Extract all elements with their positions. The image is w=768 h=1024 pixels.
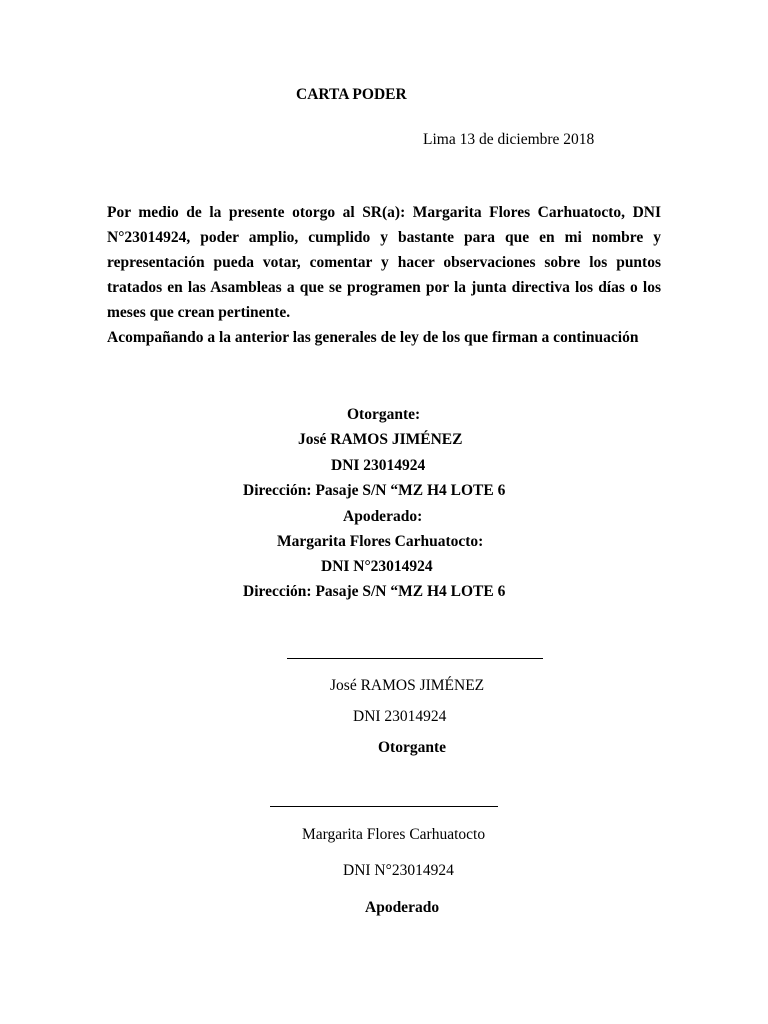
otorgante-signature-dni: DNI 23014924 (353, 708, 447, 725)
apoderado-signature-line (270, 806, 498, 807)
apoderado-label: Apoderado: (343, 508, 423, 525)
document-title: CARTA PODER (296, 86, 407, 103)
body-text (107, 200, 661, 350)
body-paragraph-1: Por medio de la presente otorgo al SR(a): Margarita Flores Carhuatocto, DNI N°23014924, poder amplio, cumplido y bastante para que en mi nombre y representación pueda votar, comentar y hacer observaciones sobre los puntos tratados en las Asambleas a que se programen por la junta directiva los días o los meses que crean pertinente. (107, 204, 661, 321)
body-paragraph-2: Acompañando a la anterior las generales de ley de los que firman a continuación (107, 329, 639, 346)
apoderado-address: Dirección: Pasaje S/N “MZ H4 LOTE 6 (243, 583, 506, 600)
otorgante-signature-name: José RAMOS JIMÉNEZ (330, 677, 485, 694)
date-line: Lima 13 de diciembre 2018 (423, 131, 595, 148)
otorgante-signature-role: Otorgante (378, 739, 447, 756)
otorgante-signature-line (287, 658, 543, 659)
apoderado-name: Margarita Flores Carhuatocto: (277, 533, 484, 550)
otorgante-address: Dirección: Pasaje S/N “MZ H4 LOTE 6 (243, 482, 506, 499)
apoderado-signature-role: Apoderado (365, 899, 440, 916)
apoderado-signature-dni: DNI N°23014924 (343, 862, 454, 879)
apoderado-dni: DNI N°23014924 (321, 558, 433, 575)
otorgante-name: José RAMOS JIMÉNEZ (298, 431, 463, 448)
otorgante-label: Otorgante: (347, 406, 421, 423)
apoderado-signature-name: Margarita Flores Carhuatocto (302, 826, 486, 843)
otorgante-dni: DNI 23014924 (331, 457, 426, 474)
